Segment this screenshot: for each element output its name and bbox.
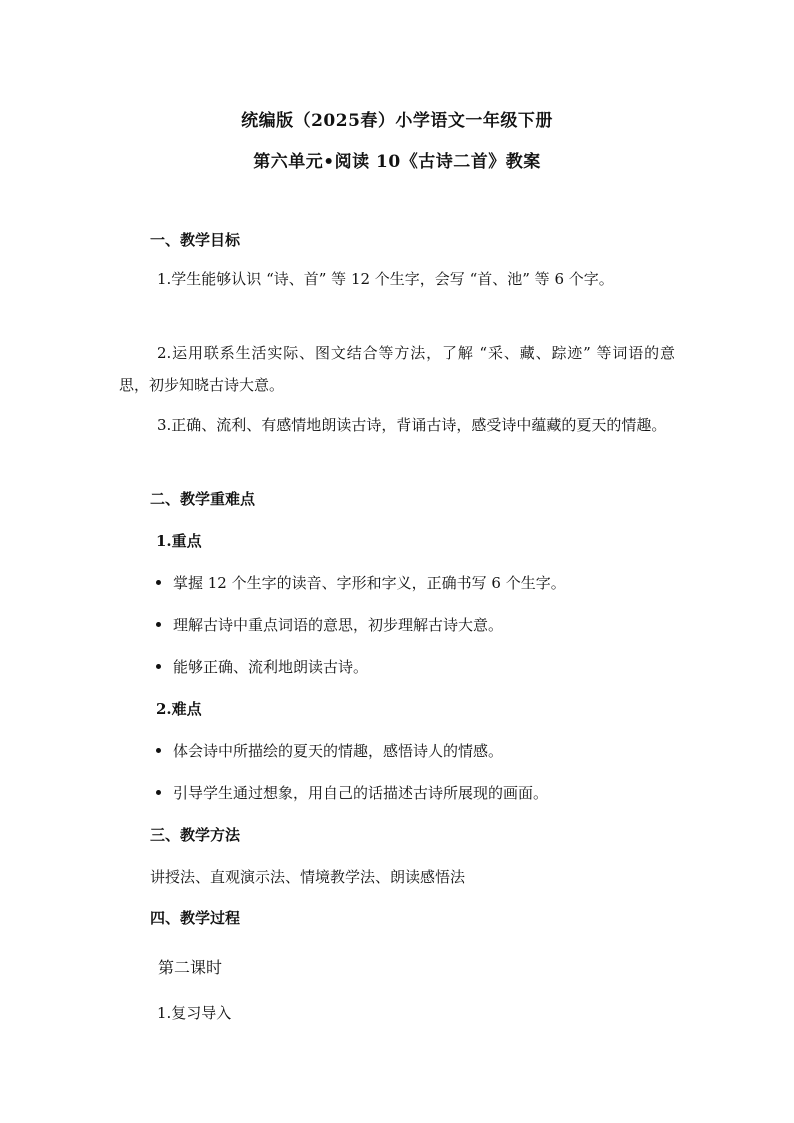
bullet-icon bbox=[156, 748, 161, 753]
section-heading-process: 四、教学过程 bbox=[150, 909, 241, 927]
key-list-item: 能够正确、流利地朗读古诗。 bbox=[156, 656, 368, 677]
subheading-difficulty: 2.难点 bbox=[156, 700, 202, 718]
difficulty-list-item: 体会诗中所描绘的夏天的情趣，感悟诗人的情感。 bbox=[156, 740, 503, 761]
bullet-icon bbox=[156, 664, 161, 669]
bullet-icon bbox=[156, 790, 161, 795]
subheading-key: 1.重点 bbox=[156, 532, 202, 550]
goal-item-3: 3.正确、流利、有感情地朗读古诗，背诵古诗，感受诗中蕴藏的夏天的情趣。 bbox=[157, 416, 667, 434]
section-heading-methods: 三、教学方法 bbox=[150, 826, 241, 844]
difficulty-list-item: 引导学生通过想象，用自己的话描述古诗所展现的画面。 bbox=[156, 782, 548, 803]
bullet-icon bbox=[156, 580, 161, 585]
document-subtitle: 第六单元•阅读 10《古诗二首》教案 bbox=[253, 152, 541, 172]
bullet-icon bbox=[156, 622, 161, 627]
document-title: 统编版（2025春）小学语文一年级下册 bbox=[241, 111, 553, 131]
lesson-label: 第二课时 bbox=[158, 958, 223, 977]
key-list-item: 掌握 12 个生字的读音、字形和字义，正确书写 6 个生字。 bbox=[156, 572, 566, 593]
key-list-item: 理解古诗中重点词语的意思，初步理解古诗大意。 bbox=[156, 614, 503, 635]
goal-item-1: 1.学生能够认识 “诗、首” 等 12 个生字，会写 “首、池” 等 6 个字。 bbox=[157, 270, 614, 288]
section-heading-key-points: 二、教学重难点 bbox=[150, 490, 256, 508]
goal-item-2: 2.运用联系生活实际、图文结合等方法，了解 “采、藏、踪迹” 等词语的意思，初步知晓古诗大意。 bbox=[119, 344, 675, 394]
process-step-1: 1.复习导入 bbox=[157, 1004, 232, 1022]
section-heading-goals: 一、教学目标 bbox=[150, 231, 241, 249]
methods-text: 讲授法、直观演示法、情境教学法、朗读感悟法 bbox=[150, 868, 466, 886]
